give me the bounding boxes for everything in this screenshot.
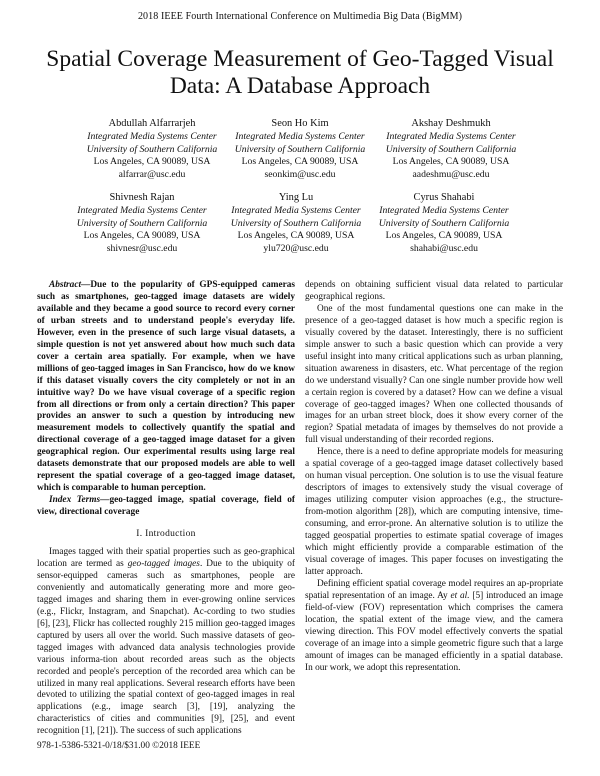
author-org: Integrated Media Systems Center <box>87 130 217 142</box>
author-email: shahabi@usc.edu <box>410 243 478 255</box>
author-email: aadeshmu@usc.edu <box>412 169 490 181</box>
author-block <box>361 118 541 182</box>
author-city: Los Angeles, CA 90089, USA <box>237 230 355 242</box>
author-name: Shivnesh Rajan <box>109 192 175 203</box>
author-block <box>52 192 232 256</box>
paper-title: Spatial Coverage Measurement of Geo-Tagged Visual Data: A Database Approach <box>46 46 554 99</box>
abstract <box>37 280 295 495</box>
author-email: ylu720@usc.edu <box>263 243 329 255</box>
index-terms-text: —geo-tagged image, spatial coverage, field of view, directional coverage <box>37 495 295 518</box>
author-name: Seon Ho Kim <box>271 118 329 129</box>
intro-paragraph <box>37 547 295 738</box>
author-name: Abdullah Alfarrarjeh <box>108 118 196 129</box>
paragraph-emphasis: et al. <box>450 590 470 601</box>
abstract-label: Abstract <box>49 280 82 290</box>
author-city: Los Angeles, CA 90089, USA <box>83 230 201 242</box>
conference-header: 2018 IEEE Fourth International Conference on Multimedia Big Data (BigMM) <box>137 11 463 22</box>
index-terms <box>37 495 295 519</box>
left-column <box>37 280 295 738</box>
author-name: Ying Lu <box>278 192 314 203</box>
paragraph-text-a: Defining efficient spatial coverage model requires an ap-propriate spatial representation of an image. Ay <box>305 578 563 601</box>
author-city: Los Angeles, CA 90089, USA <box>241 156 359 168</box>
author-city: Los Angeles, CA 90089, USA <box>392 156 510 168</box>
author-univ: University of Southern California <box>378 217 510 229</box>
author-city: Los Angeles, CA 90089, USA <box>93 156 211 168</box>
author-org: Integrated Media Systems Center <box>379 204 509 216</box>
paragraph-continued: depends on obtaining sufficient visual data related to particular geographical regions. <box>305 280 563 302</box>
paragraph: One of the most fundamental questions one can make in the presence of a geo-tagged dataset is how much a specific region is visually covered by the dataset. Interestingly, there is no sufficient simple answer to such a basic question which can provide a very useful insight into many critical applications such as urban planning, situation awareness in disasters, etc. What percentage of the region do we understand visually? Can one single number provide how well a certain region is covered by a dataset? How can we define a visual coverage of geo-tagged images? When one collected thousands of images for an urban street block, does it show every corner of the region? Spatial metadata of images by themselves do not provide a full visual understanding of their recorded regions. <box>305 303 563 446</box>
author-block <box>354 192 534 256</box>
right-column <box>305 280 563 674</box>
author-email: seonkim@usc.edu <box>264 169 336 181</box>
intro-text-a: Images tagged with their spatial properties such as geo-graphical location are termed as <box>37 547 295 569</box>
author-univ: University of Southern California <box>234 143 366 155</box>
copyright-footer: 978-1-5386-5321-0/18/$31.00 ©2018 IEEE <box>37 741 201 751</box>
author-org: Integrated Media Systems Center <box>386 130 516 142</box>
author-email: shivnesr@usc.edu <box>106 243 178 255</box>
abstract-text: —Due to the popularity of GPS-equipped cameras such as smartphones, geo-tagged image datasets are widely available and they became a good source to record every corner of urban streets and to understand people's everyday life. However, even in the presence of such large visual datasets, a simple question is not yet answered about how much such data cover a certain area spatially. For example, when we have millions of geo-tagged images in San Francisco, how do we know if this dataset visually covers the city completely or not in an intuitive way? Do we have visual coverage of a specific region from all directions or from only a certain direction? This paper provides an answer to such a question by introducing new measurement models to collectively quantify the spatial and directional coverage of a geo-tagged image dataset for a given geographical region. Our experimental results using large real datasets demonstrate that our proposed models are able to well represent the spatial coverage of a geo-tagged image dataset, which is comparable to human perception. <box>37 280 295 494</box>
author-name: Akshay Deshmukh <box>411 118 491 129</box>
author-org: Integrated Media Systems Center <box>77 204 207 216</box>
author-univ: University of Southern California <box>230 217 362 229</box>
author-name: Cyrus Shahabi <box>413 192 475 203</box>
author-org: Integrated Media Systems Center <box>231 204 361 216</box>
intro-emphasis: geo-tagged images <box>127 558 200 569</box>
author-univ: University of Southern California <box>385 143 517 155</box>
author-org: Integrated Media Systems Center <box>235 130 365 142</box>
author-email: alfarrar@usc.edu <box>118 169 186 181</box>
paragraph <box>305 579 563 675</box>
intro-text-b: . Due to the ubiquity of sensor-equipped cameras such as smartphones, people are conveniently and automatically generating more and more geo-tagged images and sharing them in ever-growing online services (e.g., Flickr, Instagram, and Snapchat). Ac-cording to two studies [6], [23], Flickr has collected roughly 215 million geo-tagged images captured by users all over the world. Such massive datasets of geo-tagged images with advanced data analysis technologies provide various informa-tion about recorded areas such as the objects recorded and people's perception of the recorded area which can be utilized in many real applications. Several research efforts have been devoted to utilizing the spatial context of geo-tagged images in real applications (e.g., image search [3], [19], analyzing the characteristics of cities and communities [9], [25], and event recognition [1], [21]). The success of such applications <box>37 558 295 737</box>
author-city: Los Angeles, CA 90089, USA <box>385 230 503 242</box>
section-heading: I. Introduction <box>136 529 196 540</box>
paragraph-text-b: [5] introduced an image field-of-view (FOV) representation which comprises the camera location, the spatial extent of the image view, and the camera viewing direction. This FOV model effectively converts the spatial coverage of an image into a simple geometric figure such that a large amount of images can be managed efficiently in a spatial database. In our work, we adopt this representation. <box>305 590 563 673</box>
index-terms-label: Index Terms <box>49 495 101 506</box>
paragraph: Hence, there is a need to define appropriate models for measuring a spatial coverage of a geo-tagged image dataset collectively based on human visual perception. One solution is to use the visual feature descriptors of images to extensively study the visual coverage of images utilizing computer vision approaches (e.g., the structure-from-motion algorithm [28]), which are computing intensive, time-consuming, and error-prone. An alternative solution is to utilize the tagged geospatial properties to estimate spatial coverage of images which might efficiently provide a comparable estimation of the visual coverage of images. This paper focuses on investigating the latter approach. <box>305 447 563 577</box>
author-univ: University of Southern California <box>86 143 218 155</box>
author-univ: University of Southern California <box>76 217 208 229</box>
